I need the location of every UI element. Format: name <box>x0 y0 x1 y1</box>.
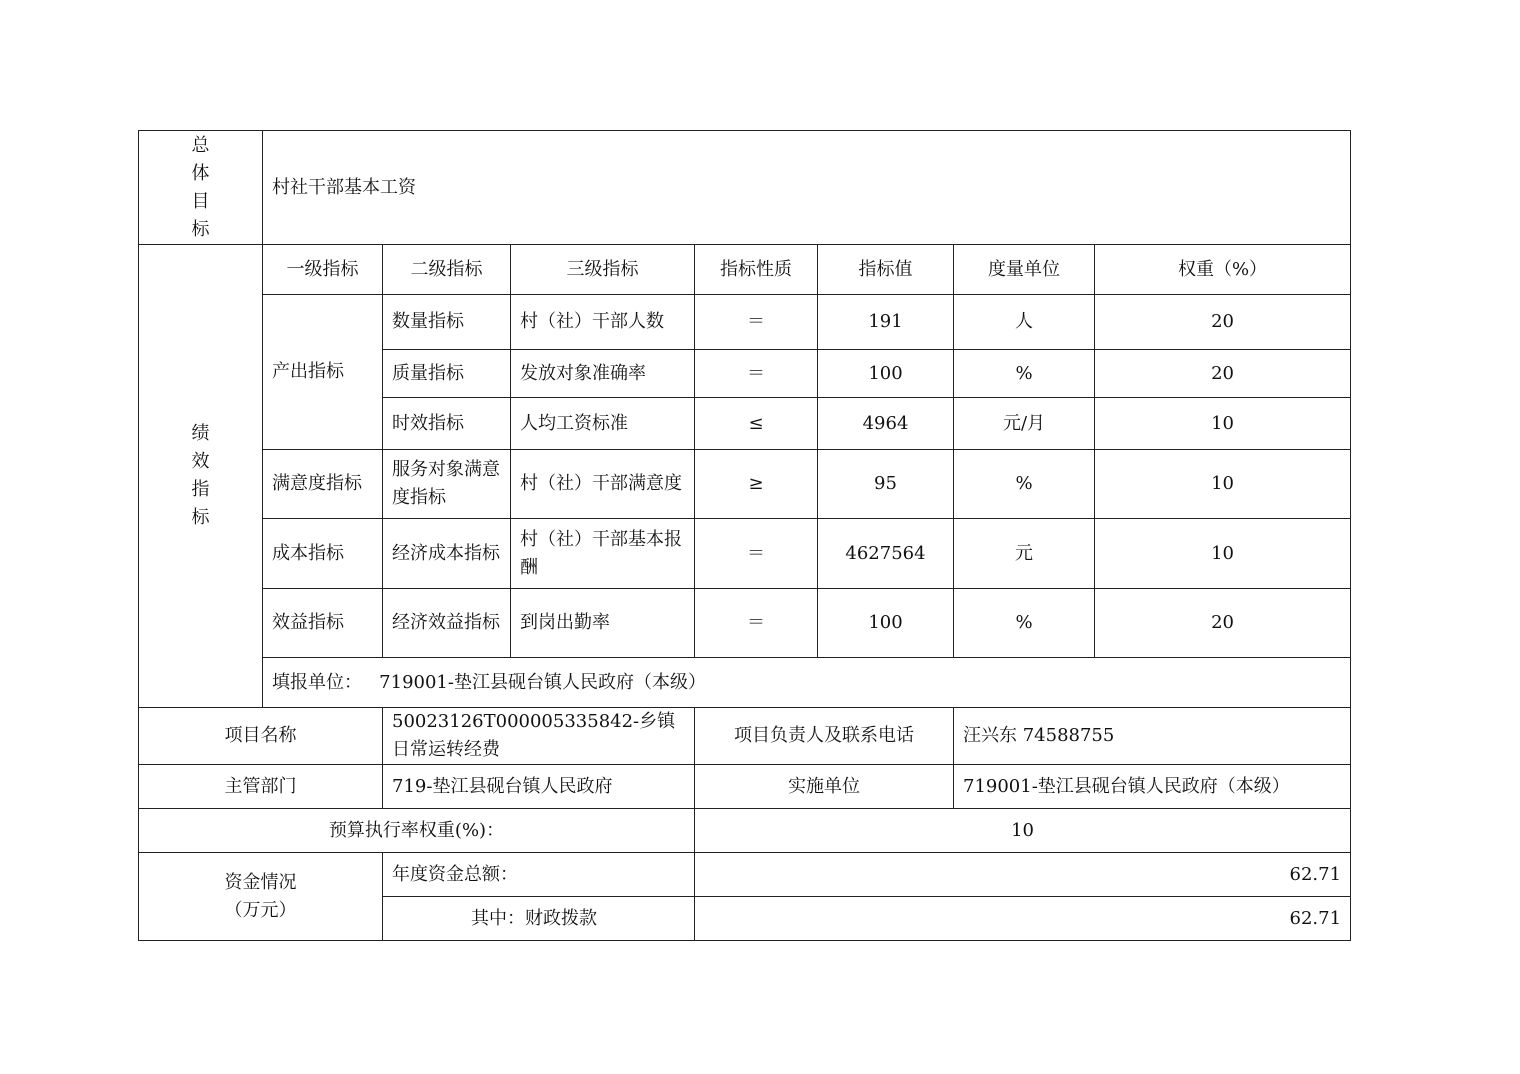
project-contact-label: 项目负责人及联系电话 <box>695 708 954 765</box>
funds-total-value: 62.71 <box>695 853 1351 897</box>
funds-total-row <box>139 853 1351 897</box>
dept-value: 719-垫江县砚台镇人民政府 <box>383 765 695 809</box>
value-cell: 100 <box>818 350 954 398</box>
funds-total-label: 年度资金总额： <box>383 853 695 897</box>
header-level3: 三级指标 <box>511 245 695 295</box>
value-cell: 95 <box>818 450 954 519</box>
weight-cell: 20 <box>1095 589 1351 658</box>
funds-fiscal-value: 62.71 <box>695 897 1351 941</box>
nature-cell: ＝ <box>695 519 818 589</box>
indicator-row <box>139 450 1351 519</box>
nature-cell: ≤ <box>695 398 818 450</box>
nature-cell: ≥ <box>695 450 818 519</box>
nature-cell: ＝ <box>695 295 818 350</box>
filing-row <box>139 658 1351 708</box>
dept-label: 主管部门 <box>139 765 383 809</box>
funds-label: 资金情况 （万元） <box>139 853 383 941</box>
header-level2: 二级指标 <box>383 245 511 295</box>
level3-cell: 村（社）干部基本报酬 <box>511 519 695 589</box>
project-name-value: 50023126T000005335842-乡镇日常运转经费 <box>383 708 695 765</box>
value-cell: 100 <box>818 589 954 658</box>
weight-cell: 10 <box>1095 450 1351 519</box>
weight-cell: 10 <box>1095 398 1351 450</box>
level3-cell: 发放对象准确率 <box>511 350 695 398</box>
level1-cell: 产出指标 <box>263 295 383 450</box>
header-level1: 一级指标 <box>263 245 383 295</box>
budget-value: 10 <box>695 809 1351 853</box>
project-name-row <box>139 708 1351 765</box>
level1-cell: 满意度指标 <box>263 450 383 519</box>
level1-cell: 效益指标 <box>263 589 383 658</box>
filing-value: 719001-垫江县砚台镇人民政府（本级） <box>379 671 706 693</box>
header-weight: 权重（%） <box>1095 245 1351 295</box>
unit-cell: 人 <box>954 295 1095 350</box>
filing-unit <box>263 658 1351 708</box>
goal-text: 村社干部基本工资 <box>263 131 1351 245</box>
level2-cell: 经济成本指标 <box>383 519 511 589</box>
filing-label: 填报单位： <box>272 671 362 693</box>
indicator-row <box>139 519 1351 589</box>
value-cell: 4627564 <box>818 519 954 589</box>
level2-cell: 质量指标 <box>383 350 511 398</box>
unit-cell: % <box>954 350 1095 398</box>
budget-row <box>139 809 1351 853</box>
level3-cell: 村（社）干部人数 <box>511 295 695 350</box>
unit-cell: % <box>954 450 1095 519</box>
goal-row <box>139 131 1351 245</box>
project-contact-value: 汪兴东 74588755 <box>954 708 1351 765</box>
indicator-row <box>139 589 1351 658</box>
indicator-header-row <box>139 245 1351 295</box>
unit-cell: % <box>954 589 1095 658</box>
level3-cell: 村（社）干部满意度 <box>511 450 695 519</box>
project-name-label: 项目名称 <box>139 708 383 765</box>
performance-table <box>138 130 1351 941</box>
nature-cell: ＝ <box>695 589 818 658</box>
nature-cell: ＝ <box>695 350 818 398</box>
unit-cell: 元 <box>954 519 1095 589</box>
impl-label: 实施单位 <box>695 765 954 809</box>
weight-cell: 20 <box>1095 295 1351 350</box>
value-cell: 191 <box>818 295 954 350</box>
impl-value: 719001-垫江县砚台镇人民政府（本级） <box>954 765 1351 809</box>
level3-cell: 到岗出勤率 <box>511 589 695 658</box>
funds-fiscal-label: 其中：财政拨款 <box>383 897 695 941</box>
header-value: 指标值 <box>818 245 954 295</box>
weight-cell: 10 <box>1095 519 1351 589</box>
level2-cell: 时效指标 <box>383 398 511 450</box>
value-cell: 4964 <box>818 398 954 450</box>
indicator-row <box>139 295 1351 350</box>
level1-cell: 成本指标 <box>263 519 383 589</box>
level2-cell: 服务对象满意度指标 <box>383 450 511 519</box>
level2-cell: 数量指标 <box>383 295 511 350</box>
unit-cell: 元/月 <box>954 398 1095 450</box>
weight-cell: 20 <box>1095 350 1351 398</box>
budget-label: 预算执行率权重(%)： <box>139 809 695 853</box>
goal-label: 总 体 目 标 <box>139 131 263 245</box>
header-nature: 指标性质 <box>695 245 818 295</box>
dept-row <box>139 765 1351 809</box>
header-unit: 度量单位 <box>954 245 1095 295</box>
level2-cell: 经济效益指标 <box>383 589 511 658</box>
level3-cell: 人均工资标准 <box>511 398 695 450</box>
indicators-label: 绩 效 指 标 <box>139 245 263 708</box>
